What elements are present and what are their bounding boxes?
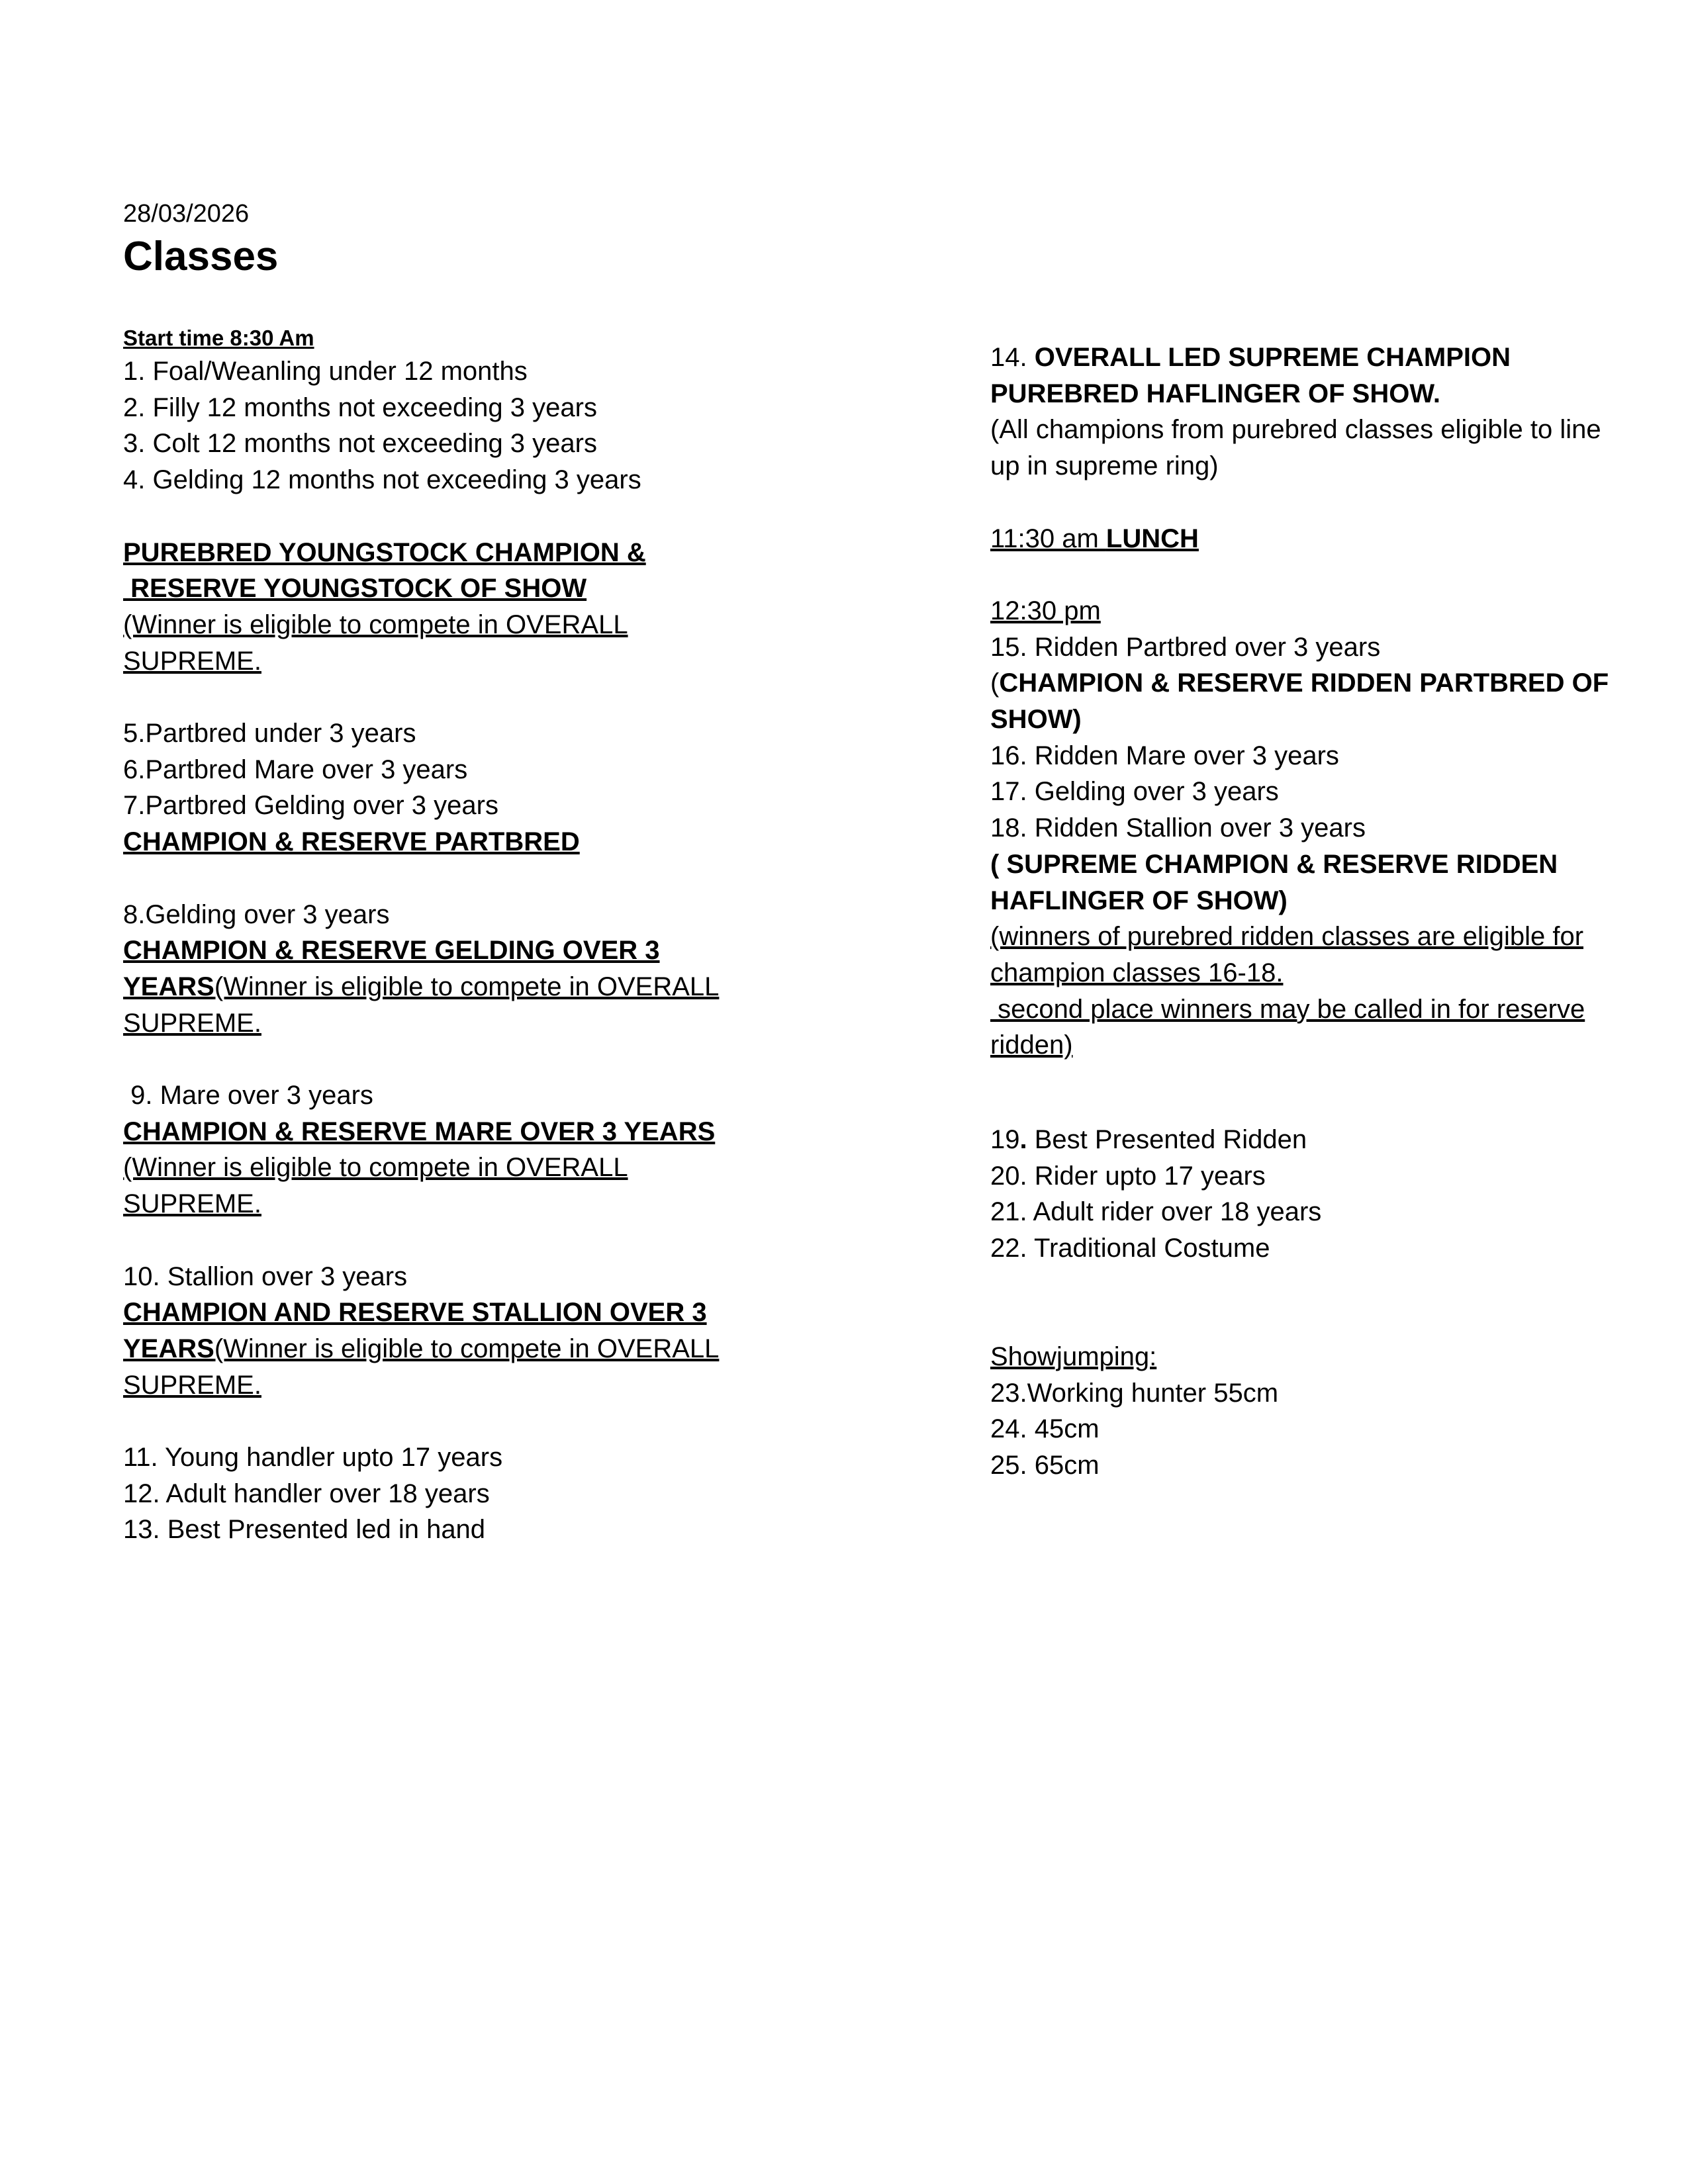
class-2: 2. Filly 12 months not exceeding 3 years [123,392,597,422]
class-19-text: Best Presented Ridden [1027,1125,1307,1155]
youngstock-champion-line-2: RESERVE YOUNGSTOCK OF SHOW [123,574,587,604]
stallion-champion-line-2 [123,1331,798,1367]
class-1: 1. Foal/Weanling under 12 months [123,357,528,386]
spacer [990,557,1659,593]
lunch-line [990,521,1659,557]
class-5: 5.Partbred under 3 years [123,719,416,748]
stallion-champion-years: YEARS [123,1334,214,1363]
youngstock-champion-line-1: PUREBRED YOUNGSTOCK CHAMPION & [123,537,646,567]
class-19 [990,1122,1659,1158]
ridden-note-line-1: (winners of purebred ridden classes are eligible for [990,922,1584,952]
class-25: 25. 65cm [990,1450,1100,1480]
class-19-number: 19 [990,1125,1020,1155]
ridden-partbred-champion-text: CHAMPION & RESERVE RIDDEN PARTBRED OF [999,668,1609,698]
spacer [123,860,798,897]
showjumping-heading: Showjumping: [990,1342,1157,1371]
class-19-dot: . [1019,1125,1027,1155]
show-date: 28/03/2026 [123,200,250,228]
class-4: 4. Gelding 12 months not exceeding 3 years [123,465,641,495]
mare-note-line-2: SUPREME. [123,1189,261,1219]
gelding-note-line-1: (Winner is eligible to compete in OVERALL [214,972,720,1001]
supreme-ridden-line-2: HAFLINGER OF SHOW) [990,886,1288,915]
class-17: 17. Gelding over 3 years [990,777,1279,807]
class-9: 9. Mare over 3 years [123,1081,373,1110]
spacer [123,1041,798,1077]
gelding-note-line-2: SUPREME. [123,1008,261,1038]
class-7: 7.Partbred Gelding over 3 years [123,791,498,821]
youngstock-note-line-1: (Winner is eligible to compete in OVERALL [123,610,628,639]
spacer [123,1222,798,1259]
gelding-champion-years: YEARS [123,972,214,1001]
left-column [123,323,798,1548]
youngstock-note-line-2: SUPREME. [123,646,261,676]
afternoon-time: 12:30 pm [990,596,1101,625]
class-24: 24. 45cm [990,1414,1100,1444]
class-14-number: 14. [990,343,1035,372]
class-13: 13. Best Presented led in hand [123,1515,486,1545]
spacer [990,1267,1659,1339]
lunch-time: 11:30 am [990,523,1106,553]
class-15: 15. Ridden Partbred over 3 years [990,632,1381,662]
stallion-note-line-2: SUPREME. [123,1370,261,1400]
lunch-label: LUNCH [1105,523,1199,553]
ridden-partbred-champion-line-1 [990,665,1659,702]
class-18: 18. Ridden Stallion over 3 years [990,813,1366,843]
spacer [990,484,1659,521]
spacer [123,1403,798,1439]
class-11: 11. Young handler upto 17 years [123,1443,503,1472]
gelding-champion-line-2 [123,969,798,1005]
gelding-champion-line-1: CHAMPION & RESERVE GELDING OVER 3 [123,936,660,966]
class-22: 22. Traditional Costume [990,1234,1270,1263]
class-23: 23.Working hunter 55cm [990,1378,1279,1408]
mare-champion: CHAMPION & RESERVE MARE OVER 3 YEARS [123,1116,716,1146]
class-14-note-line-2: up in supreme ring) [990,451,1219,481]
spacer [123,498,798,535]
spacer [990,1064,1659,1122]
stallion-champion-line-1: CHAMPION AND RESERVE STALLION OVER 3 [123,1298,707,1328]
class-3: 3. Colt 12 months not exceeding 3 years [123,429,597,459]
supreme-ridden-line-1: ( SUPREME CHAMPION & RESERVE RIDDEN [990,849,1558,879]
class-8: 8.Gelding over 3 years [123,899,390,929]
partbred-champion: CHAMPION & RESERVE PARTBRED [123,827,580,857]
class-10: 10. Stallion over 3 years [123,1261,408,1291]
spacer [123,679,798,715]
class-12: 12. Adult handler over 18 years [123,1479,490,1508]
ridden-note-line-2: champion classes 16-18. [990,958,1284,987]
ridden-note-line-3: second place winners may be called in for reserve [990,994,1585,1024]
class-21: 21. Adult rider over 18 years [990,1197,1322,1227]
mare-note-line-1: (Winner is eligible to compete in OVERALL [123,1153,628,1183]
class-14-title-1: OVERALL LED SUPREME CHAMPION [1034,343,1511,372]
class-14-title-2: PUREBRED HAFLINGER OF SHOW. [990,379,1441,408]
ridden-partbred-paren: ( [990,668,1000,698]
class-14-note-line-1: (All champions from purebred classes eligible to line [990,415,1601,445]
class-14-line-1 [990,340,1659,376]
class-6: 6.Partbred Mare over 3 years [123,754,468,784]
page-title: Classes [123,234,279,279]
start-time: Start time 8:30 Am [123,326,314,350]
ridden-partbred-champion-line-2: SHOW) [990,705,1082,734]
stallion-note-line-1: (Winner is eligible to compete in OVERALL [214,1334,720,1363]
ridden-note-line-4: ridden) [990,1030,1073,1060]
class-20: 20. Rider upto 17 years [990,1161,1266,1191]
right-column [990,340,1659,1484]
class-16: 16. Ridden Mare over 3 years [990,741,1339,770]
